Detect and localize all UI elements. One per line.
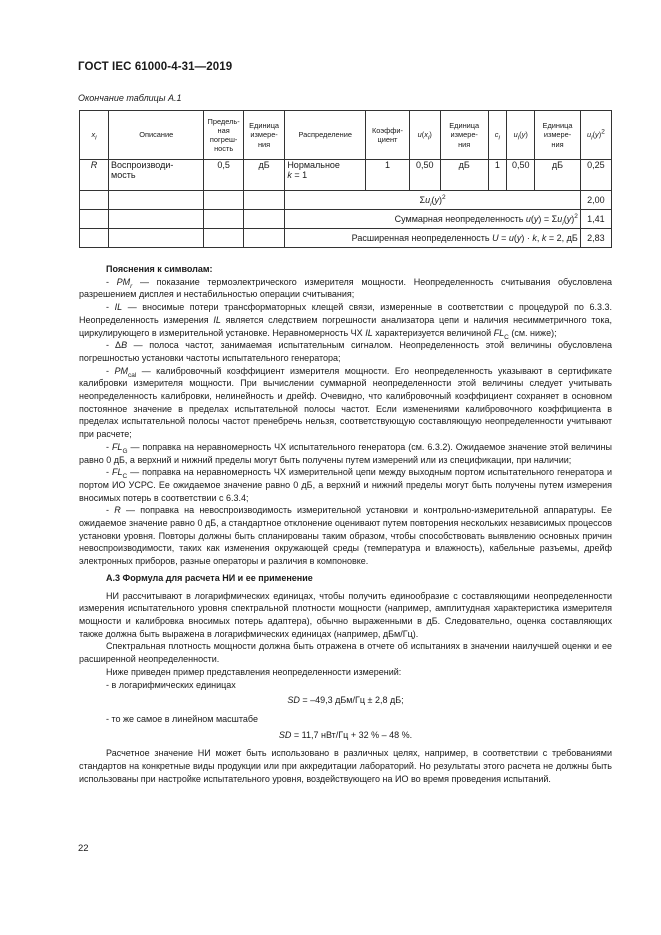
cell-description: Воспроизводи- мость <box>109 160 204 191</box>
cell-limit: 0,5 <box>204 160 243 191</box>
symbol-item: - $FL_G$ — поправка на неравномерность ЧХ испытательного генератора (см. 6.3.2). Ожидаемое значение этой величины равно 0 дБ, а верхний и нижний пределы могут быть получены путем измерений или из спецификации, при наличии; <box>79 441 612 465</box>
cell-uiy: 0,50 <box>507 160 535 191</box>
cell-unit: дБ <box>243 160 284 191</box>
symbol-item: - ΔB — полоса частот, занимаемая испытательным сигналом. Неопределенность этой величины обусловлена погрешностью установки частоты испытательного генератора; <box>79 340 612 363</box>
body-text <box>79 263 612 785</box>
cell-distribution: Нормальное k = 1 <box>285 160 366 191</box>
table-row-sum <box>80 191 612 210</box>
col-header-unit-2: Единица измере- ния <box>440 111 488 160</box>
paragraph: Спектральная плотность мощности должна быть отражена в отчете об испытаниях в значении наилучшей оценки и ее расширенной неопределенности. <box>79 641 612 665</box>
formula-linear: SD = 11,7 нВт/Гц + 32 % – 48 %. <box>278 729 413 740</box>
symbol-item: - IL — вносимые потери трансформаторных клещей связи, измеренные в соответствии с процедурой по 6.3.3. Неопределенность измерения IL является следствием погрешности анализатора цепи и наличия несимметричного тока, циркулирующего в измерительной установке. Неравномерность ЧХ IL характеризуется величиной $FL_C$ (см. ниже); <box>79 302 613 341</box>
table-row <box>80 160 612 191</box>
col-header-distribution: Распределение <box>285 111 366 160</box>
combined-label: Суммарная неопределенность $u(y) = \Sigma u_i(y)^2$ <box>285 210 581 229</box>
col-header-description: Описание <box>109 111 204 160</box>
symbol-item: - $PM_r$ — показание термоэлектрического измерителя мощности. Неопределенность считывания обусловлена разрешением дисплея и нестабильностью операции считывания; <box>79 276 613 300</box>
uncertainty-table <box>79 110 612 248</box>
cell-ci: 1 <box>488 160 507 191</box>
symbols-heading: Пояснения к символам: <box>106 264 213 274</box>
table-row-expanded <box>80 229 612 248</box>
col-header-unit-3: Единица измере- ния <box>535 111 581 160</box>
symbol-item: - R — поправка на невоспроизводимость измерительной установки и контрольно-измерительной аппаратуры. Ее ожидаемое значение равно 0 дБ, а стандартное отклонение оценивают путем повторения нескольких независимых процессов установки уровня. Повторы должны быть спланированы таким образом, чтобы способствовать выявлению основных причин невоспроизводимости, таких как изменения окружающей среды (температура и влажность), кабельные разъемы, дрейф электронных приборов, разные операторы и различия в компоновке. <box>79 505 612 567</box>
symbol-item: - $PM_{cal}$ — калибровочный коэффициент измерителя мощности. Его неопределенность указывают в сертификате калибровки измерителя мощности. При вычислении суммарной неопределенности этой величины следует учитывать неопределенность калибровки, нелинейность и дрейф. Очевидно, что калибровочный коэффициент сохраняет в основном постоянное значение в пределах испытательной полосы частот. Если изменениями калибровочного коэффициента в пределах испытательной полосы частот пренебречь нельзя, соответствующую составляющую неопределенности учитывают при расчете; <box>79 365 612 440</box>
table-header-row <box>80 111 612 160</box>
combined-value: 1,41 <box>580 210 611 229</box>
col-header-xi: $x_i$ <box>80 111 109 160</box>
sum-value: 2,00 <box>580 191 611 210</box>
col-header-uxi: $u(x_i)$ <box>409 111 440 160</box>
cell-unit-3: дБ <box>535 160 581 191</box>
sum-label: $\Sigma u_i(y)^2$ <box>285 191 581 210</box>
col-header-uiy2: $u_i(y)^2$ <box>580 111 611 160</box>
col-header-ci: $c_i$ <box>488 111 507 160</box>
paragraph: НИ рассчитывают в логарифмических единицах, чтобы получить единообразие с составляющими неопределенности измерения испытательного уровня спектральной плотности мощности (например, амплитудная характеристика измерителя мощности и калибровка вносимых потерь адаптера), обычно выраженными в дБ. Следовательно, оценка составляющих также должна быть выражена в логарифмических единицах (например, дБм/Гц). <box>79 590 612 639</box>
col-header-unit: Единица измере- ния <box>243 111 284 160</box>
paragraph: - то же самое в линейном масштабе <box>106 713 258 724</box>
expanded-label: Расширенная неопределенность U = u(y) · k, k = 2, дБ <box>285 229 581 248</box>
cell-unit-2: дБ <box>440 160 488 191</box>
col-header-limit: Предель- ная погреш- ность <box>204 111 243 160</box>
cell-coefficient: 1 <box>366 160 410 191</box>
expanded-value: 2,83 <box>580 229 611 248</box>
page-number: 22 <box>78 843 89 854</box>
table-caption: Окончание таблицы А.1 <box>78 93 182 103</box>
table-row-combined <box>80 210 612 229</box>
col-header-uiy: $u_i(y)$ <box>507 111 535 160</box>
paragraph: - в логарифмических единицах <box>106 679 236 690</box>
document-header: ГОСТ IEC 61000-4-31—2019 <box>78 61 233 73</box>
formula-log: SD = –49,3 дБм/Гц ± 2,8 дБ; <box>287 695 404 706</box>
symbol-item: - $FL_C$ — поправка на неравномерность ЧХ измерительной цепи между выходным портом испытательного генератора и портом ИО УСРС. Ее ожидаемое значение равно 0 дБ, а верхний и нижний пределы могут быть получены путем измерения вносимых потерь в соответствии с 6.3.4; <box>79 467 613 503</box>
col-header-coefficient: Коэффи- циент <box>366 111 410 160</box>
cell-uiy2: 0,25 <box>580 160 611 191</box>
cell-uxi: 0,50 <box>409 160 440 191</box>
paragraph: Расчетное значение НИ может быть использовано в различных целях, например, в соответствии с требованиями стандартов на конкретные виды продукции или при аккредитации лабораторий. Но результаты этого расчета не должны быть использованы при настройке испытательного уровня, воздействующего на ИО во время проведения испытаний. <box>79 748 612 784</box>
paragraph: Ниже приведен пример представления неопределенности измерений: <box>106 666 402 677</box>
cell-xi: R <box>80 160 109 191</box>
section-a3-title: А.3 Формула для расчета НИ и ее применение <box>106 572 313 583</box>
